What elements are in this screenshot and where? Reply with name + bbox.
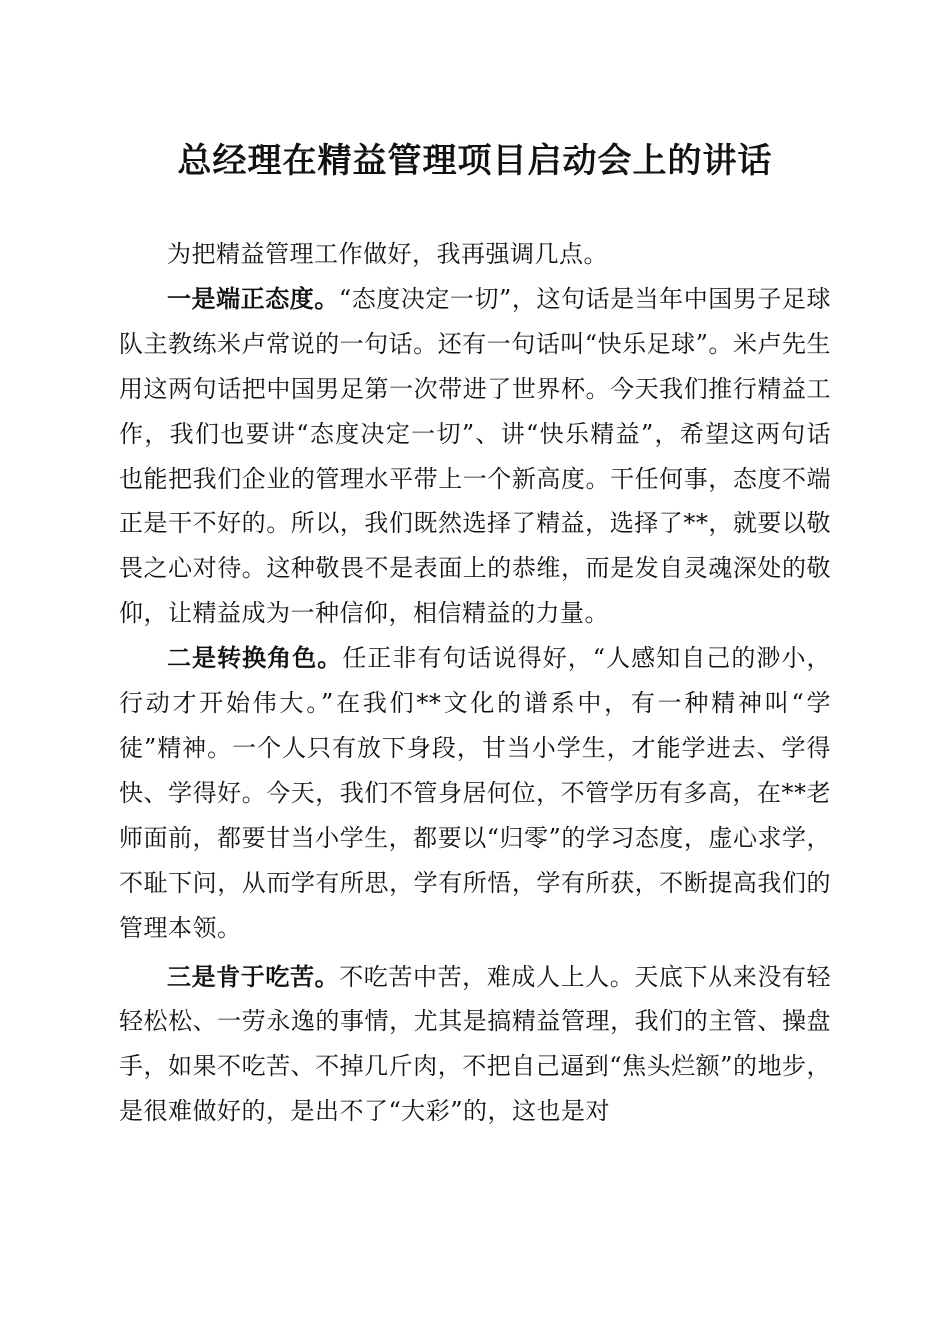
section-lead-3: 三是肯于吃苦。 [167,961,340,991]
section-paragraph-2 [119,636,831,950]
section-paragraph-1 [119,277,831,636]
section-lead-2: 二是转换角色。 [167,643,343,673]
section-lead-1: 一是端正态度。 [167,283,339,313]
section-text-1: “态度决定一切”，这句话是当年中国男子足球队主教练米卢常说的一句话。还有一句话叫“快乐足球”。米卢先生用这两句话把中国男足第一次带进了世界杯。今天我们推行精益工作，我们也要讲“态度决定一切”、讲“快乐精益”，希望这两句话也能把我们企业的管理水平带上一个新高度。干任何事，态度不端正是干不好的。所以，我们既然选择了精益，选择了**，就要以敬畏之心对待。这种敬畏不是表面上的恭维，而是发自灵魂深处的敬仰，让精益成为一种信仰，相信精益的力量。 [119,284,832,628]
section-text-2: 任正非有句话说得好，“人感知自己的渺小，行动才开始伟大。”在我们**文化的谱系中，有一种精神叫“学徒”精神。一个人只有放下身段，甘当小学生，才能学进去、学得快、学得好。今天，我们不管身居何位，不管学历有多高，在**老师面前，都要甘当小学生，都要以“归零”的学习态度，虚心求学，不耻下问，从而学有所思，学有所悟，学有所获，不断提高我们的管理本领。 [119,644,831,942]
section-text-3: 不吃苦中苦，难成人上人。天底下从来没有轻轻松松、一劳永逸的事情，尤其是搞精益管理，我们的主管、操盘手，如果不吃苦、不掉几斤肉，不把自己逼到“焦头烂额”的地步，是很难做好的，是出不了“大彩”的，这也是对 [119,962,832,1126]
document-title: 总经理在精益管理项目启动会上的讲话 [177,141,773,181]
intro-paragraph: 为把精益管理工作做好，我再强调几点。 [167,240,608,268]
section-paragraph-3 [119,955,831,1135]
document-body [119,232,831,1134]
